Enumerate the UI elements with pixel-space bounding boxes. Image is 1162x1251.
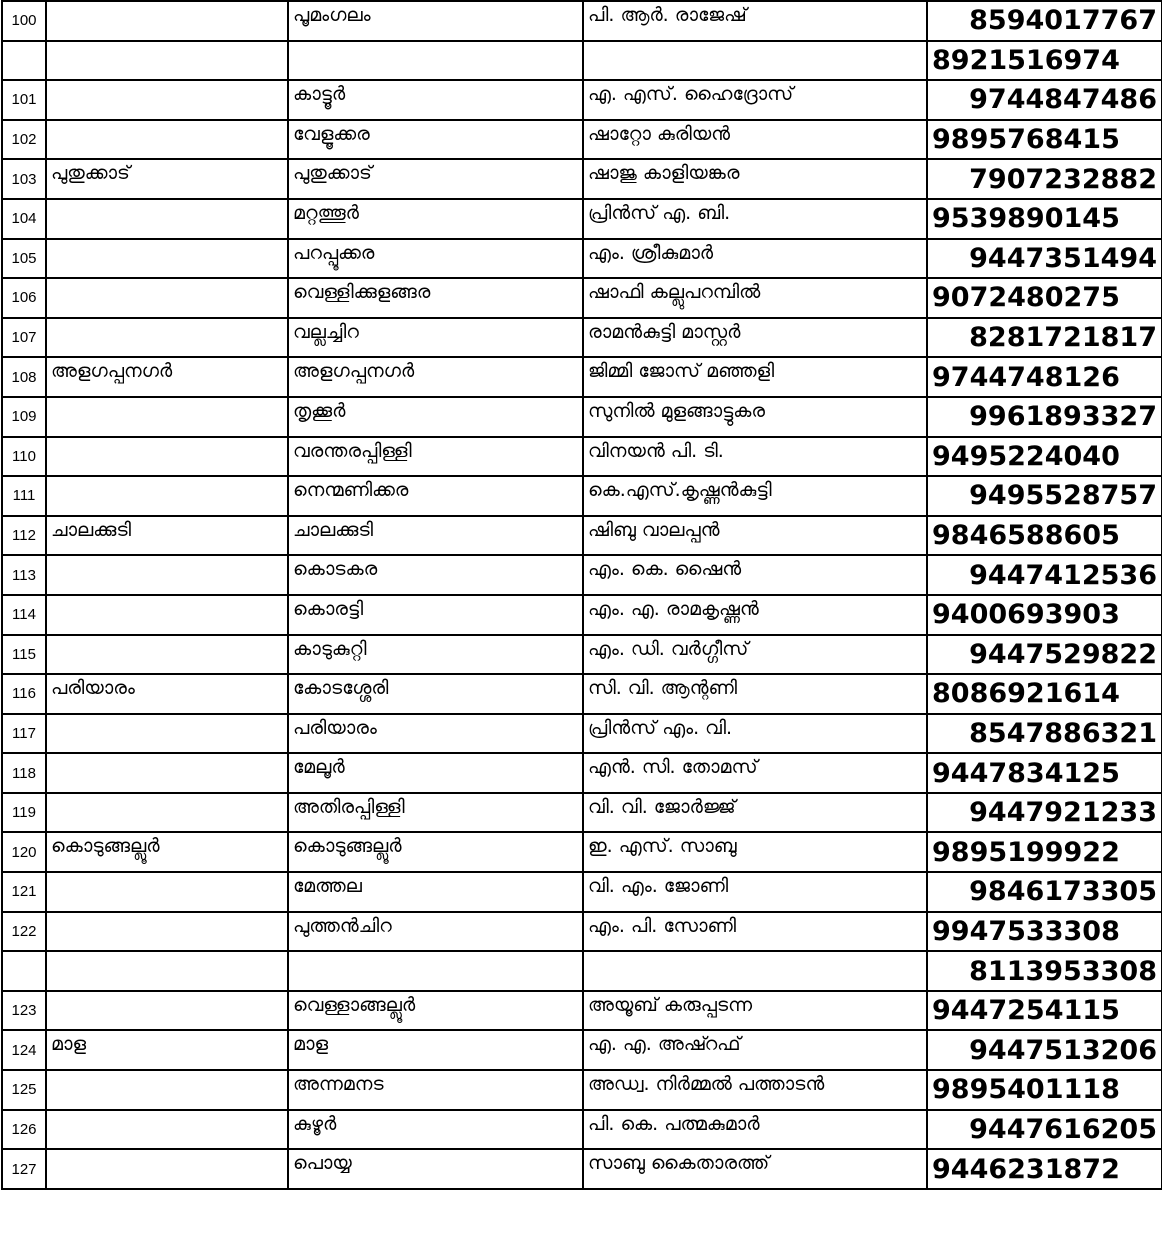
- phone-number-cell: 9447834125: [927, 753, 1162, 793]
- phone-number-cell: 8547886321: [927, 714, 1162, 754]
- phone-number-cell: 9895768415: [927, 120, 1162, 160]
- row-number-cell: [2, 41, 46, 81]
- phone-number-cell: 9495224040: [927, 437, 1162, 477]
- phone-number-cell: 9447513206: [927, 1030, 1162, 1070]
- table-row: [2, 1070, 1162, 1110]
- table-row: [2, 872, 1162, 912]
- person-name-cell: സാബു കൈതാരത്ത്: [583, 1149, 927, 1189]
- table-row: [2, 437, 1162, 477]
- row-number-cell: 105: [2, 239, 46, 279]
- phone-number-cell: 9744847486: [927, 80, 1162, 120]
- row-number-cell: 113: [2, 555, 46, 595]
- person-name-cell: സി. വി. ആന്റണി: [583, 674, 927, 714]
- table-row: [2, 1149, 1162, 1189]
- panchayat-cell: വെള്ളിക്കുളങ്ങര: [288, 278, 583, 318]
- row-number-cell: 126: [2, 1110, 46, 1150]
- phone-number-cell: 9895401118: [927, 1070, 1162, 1110]
- row-number-cell: 111: [2, 476, 46, 516]
- person-name-cell: വി. വി. ജോർജ്ജ്: [583, 793, 927, 833]
- block-cell: [46, 239, 288, 279]
- table-row: [2, 80, 1162, 120]
- table-row: [2, 595, 1162, 635]
- person-name-cell: [583, 41, 927, 81]
- person-name-cell: എൻ. സി. തോമസ്: [583, 753, 927, 793]
- person-name-cell: [583, 951, 927, 991]
- block-cell: [46, 991, 288, 1031]
- panchayat-cell: വരന്തരപ്പിള്ളി: [288, 437, 583, 477]
- panchayat-cell: മേത്തല: [288, 872, 583, 912]
- phone-number-cell: 9447351494: [927, 239, 1162, 279]
- block-cell: [46, 80, 288, 120]
- block-cell: പരിയാരം: [46, 674, 288, 714]
- row-number-cell: 115: [2, 635, 46, 675]
- panchayat-cell: അന്നമനട: [288, 1070, 583, 1110]
- person-name-cell: അയൂബ് കരുപ്പടന്ന: [583, 991, 927, 1031]
- panchayat-cell: വല്ലച്ചിറ: [288, 318, 583, 358]
- row-number-cell: 112: [2, 516, 46, 556]
- person-name-cell: ഷാഫി കല്ലുപറമ്പിൽ: [583, 278, 927, 318]
- table-row: [2, 753, 1162, 793]
- row-number-cell: 104: [2, 199, 46, 239]
- phone-number-cell: 9961893327: [927, 397, 1162, 437]
- table-row: [2, 516, 1162, 556]
- phone-number-cell: 9846173305: [927, 872, 1162, 912]
- phone-number-cell: 9447254115: [927, 991, 1162, 1031]
- row-number-cell: 108: [2, 357, 46, 397]
- table-row: [2, 714, 1162, 754]
- person-name-cell: എം. ഡി. വർഗ്ഗീസ്: [583, 635, 927, 675]
- phone-number-cell: 9895199922: [927, 832, 1162, 872]
- row-number-cell: 117: [2, 714, 46, 754]
- panchayat-cell: കൊടകര: [288, 555, 583, 595]
- block-cell: [46, 1149, 288, 1189]
- phone-number-cell: 8086921614: [927, 674, 1162, 714]
- table-row: [2, 1110, 1162, 1150]
- block-cell: [46, 1070, 288, 1110]
- block-cell: [46, 199, 288, 239]
- panchayat-cell: കൊരട്ടി: [288, 595, 583, 635]
- phone-number-cell: 9539890145: [927, 199, 1162, 239]
- person-name-cell: പി. കെ. പത്മകുമാർ: [583, 1110, 927, 1150]
- person-name-cell: എ. എ. അഷ്റഫ്: [583, 1030, 927, 1070]
- row-number-cell: 107: [2, 318, 46, 358]
- block-cell: [46, 397, 288, 437]
- contact-table: [1, 0, 1162, 1190]
- panchayat-cell: മേലൂർ: [288, 753, 583, 793]
- block-cell: [46, 120, 288, 160]
- phone-number-cell: 9447412536: [927, 555, 1162, 595]
- person-name-cell: എം. കെ. ഷൈൻ: [583, 555, 927, 595]
- phone-number-cell: 8113953308: [927, 951, 1162, 991]
- table-row: [2, 159, 1162, 199]
- table-row: [2, 555, 1162, 595]
- table-row: [2, 278, 1162, 318]
- person-name-cell: എം. എ. രാമകൃഷ്ണൻ: [583, 595, 927, 635]
- row-number-cell: [2, 951, 46, 991]
- phone-number-cell: 7907232882: [927, 159, 1162, 199]
- block-cell: [46, 714, 288, 754]
- phone-number-cell: 9447529822: [927, 635, 1162, 675]
- row-number-cell: 119: [2, 793, 46, 833]
- panchayat-cell: മാള: [288, 1030, 583, 1070]
- block-cell: [46, 555, 288, 595]
- table-row: [2, 239, 1162, 279]
- panchayat-cell: വേളൂക്കര: [288, 120, 583, 160]
- row-number-cell: 122: [2, 912, 46, 952]
- table-row: [2, 120, 1162, 160]
- panchayat-cell: പൂമംഗലം: [288, 1, 583, 41]
- block-cell: [46, 476, 288, 516]
- table-row: [2, 991, 1162, 1031]
- block-cell: [46, 318, 288, 358]
- person-name-cell: പി. ആർ. രാജേഷ്: [583, 1, 927, 41]
- panchayat-cell: [288, 41, 583, 81]
- phone-number-cell: 9447616205: [927, 1110, 1162, 1150]
- person-name-cell: സുനിൽ മുളങ്ങാട്ടുകര: [583, 397, 927, 437]
- panchayat-cell: കൊടുങ്ങല്ലൂർ: [288, 832, 583, 872]
- row-number-cell: 118: [2, 753, 46, 793]
- block-cell: [46, 793, 288, 833]
- person-name-cell: പ്രിൻസ് എം. വി.: [583, 714, 927, 754]
- block-cell: [46, 41, 288, 81]
- row-number-cell: 124: [2, 1030, 46, 1070]
- phone-number-cell: 9744748126: [927, 357, 1162, 397]
- row-number-cell: 114: [2, 595, 46, 635]
- table-row: [2, 476, 1162, 516]
- person-name-cell: ഷാജു കാളിയങ്കര: [583, 159, 927, 199]
- block-cell: [46, 1, 288, 41]
- table-row: [2, 318, 1162, 358]
- table-row: [2, 1, 1162, 41]
- row-number-cell: 125: [2, 1070, 46, 1110]
- person-name-cell: എ. എസ്. ഹൈദ്രോസ്: [583, 80, 927, 120]
- row-number-cell: 100: [2, 1, 46, 41]
- table-body: [2, 1, 1162, 1189]
- person-name-cell: ഷിബു വാലപ്പൻ: [583, 516, 927, 556]
- person-name-cell: ഇ. എസ്. സാബു: [583, 832, 927, 872]
- panchayat-cell: ചാലക്കുടി: [288, 516, 583, 556]
- person-name-cell: വി. എം. ജോണി: [583, 872, 927, 912]
- person-name-cell: ജിമ്മി ജോസ് മഞ്ഞളി: [583, 357, 927, 397]
- table-row: [2, 674, 1162, 714]
- table-row: [2, 41, 1162, 81]
- table-row: [2, 1030, 1162, 1070]
- table-row: [2, 951, 1162, 991]
- row-number-cell: 101: [2, 80, 46, 120]
- block-cell: [46, 635, 288, 675]
- panchayat-cell: പരിയാരം: [288, 714, 583, 754]
- phone-number-cell: 9846588605: [927, 516, 1162, 556]
- block-cell: [46, 437, 288, 477]
- phone-number-cell: 8281721817: [927, 318, 1162, 358]
- block-cell: [46, 753, 288, 793]
- block-cell: ചാലക്കുടി: [46, 516, 288, 556]
- row-number-cell: 127: [2, 1149, 46, 1189]
- panchayat-cell: നെന്മണിക്കര: [288, 476, 583, 516]
- person-name-cell: പ്രിൻസ് എ. ബി.: [583, 199, 927, 239]
- table-row: [2, 912, 1162, 952]
- table-row: [2, 793, 1162, 833]
- panchayat-cell: അളഗപ്പനഗർ: [288, 357, 583, 397]
- panchayat-cell: കുഴൂർ: [288, 1110, 583, 1150]
- row-number-cell: 121: [2, 872, 46, 912]
- panchayat-cell: [288, 951, 583, 991]
- person-name-cell: അഡ്വ. നിർമ്മൽ പത്താടൻ: [583, 1070, 927, 1110]
- block-cell: മാള: [46, 1030, 288, 1070]
- row-number-cell: 106: [2, 278, 46, 318]
- panchayat-cell: പുതുക്കാട്: [288, 159, 583, 199]
- person-name-cell: എം. പി. സോണി: [583, 912, 927, 952]
- block-cell: അളഗപ്പനഗർ: [46, 357, 288, 397]
- person-name-cell: രാമൻകുട്ടി മാസ്റ്റർ: [583, 318, 927, 358]
- phone-number-cell: 9446231872: [927, 1149, 1162, 1189]
- block-cell: പുതുക്കാട്: [46, 159, 288, 199]
- table-row: [2, 199, 1162, 239]
- panchayat-cell: മറ്റത്തൂർ: [288, 199, 583, 239]
- row-number-cell: 120: [2, 832, 46, 872]
- phone-number-cell: 9447921233: [927, 793, 1162, 833]
- block-cell: [46, 595, 288, 635]
- panchayat-cell: പുത്തൻചിറ: [288, 912, 583, 952]
- block-cell: [46, 278, 288, 318]
- panchayat-cell: കാടുകുറ്റി: [288, 635, 583, 675]
- phone-number-cell: 9947533308: [927, 912, 1162, 952]
- phone-number-cell: 8594017767: [927, 1, 1162, 41]
- table-row: [2, 832, 1162, 872]
- person-name-cell: വിനയൻ പി. ടി.: [583, 437, 927, 477]
- block-cell: കൊടുങ്ങല്ലൂർ: [46, 832, 288, 872]
- table-row: [2, 635, 1162, 675]
- phone-number-cell: 9400693903: [927, 595, 1162, 635]
- block-cell: [46, 1110, 288, 1150]
- phone-number-cell: 8921516974: [927, 41, 1162, 81]
- row-number-cell: 123: [2, 991, 46, 1031]
- block-cell: [46, 872, 288, 912]
- row-number-cell: 110: [2, 437, 46, 477]
- panchayat-cell: കാട്ടൂർ: [288, 80, 583, 120]
- phone-number-cell: 9495528757: [927, 476, 1162, 516]
- panchayat-cell: പറപ്പൂക്കര: [288, 239, 583, 279]
- person-name-cell: ഷാറ്റോ കുരിയൻ: [583, 120, 927, 160]
- person-name-cell: കെ.എസ്.കൃഷ്ണൻകുട്ടി: [583, 476, 927, 516]
- panchayat-cell: പൊയ്യ: [288, 1149, 583, 1189]
- person-name-cell: എം. ശ്രീകുമാർ: [583, 239, 927, 279]
- row-number-cell: 103: [2, 159, 46, 199]
- phone-number-cell: 9072480275: [927, 278, 1162, 318]
- panchayat-cell: തൃക്കൂർ: [288, 397, 583, 437]
- block-cell: [46, 912, 288, 952]
- block-cell: [46, 951, 288, 991]
- panchayat-cell: വെള്ളാങ്ങല്ലൂർ: [288, 991, 583, 1031]
- row-number-cell: 116: [2, 674, 46, 714]
- row-number-cell: 102: [2, 120, 46, 160]
- table-row: [2, 357, 1162, 397]
- panchayat-cell: കോടശ്ശേരി: [288, 674, 583, 714]
- panchayat-cell: അതിരപ്പിള്ളി: [288, 793, 583, 833]
- row-number-cell: 109: [2, 397, 46, 437]
- table-row: [2, 397, 1162, 437]
